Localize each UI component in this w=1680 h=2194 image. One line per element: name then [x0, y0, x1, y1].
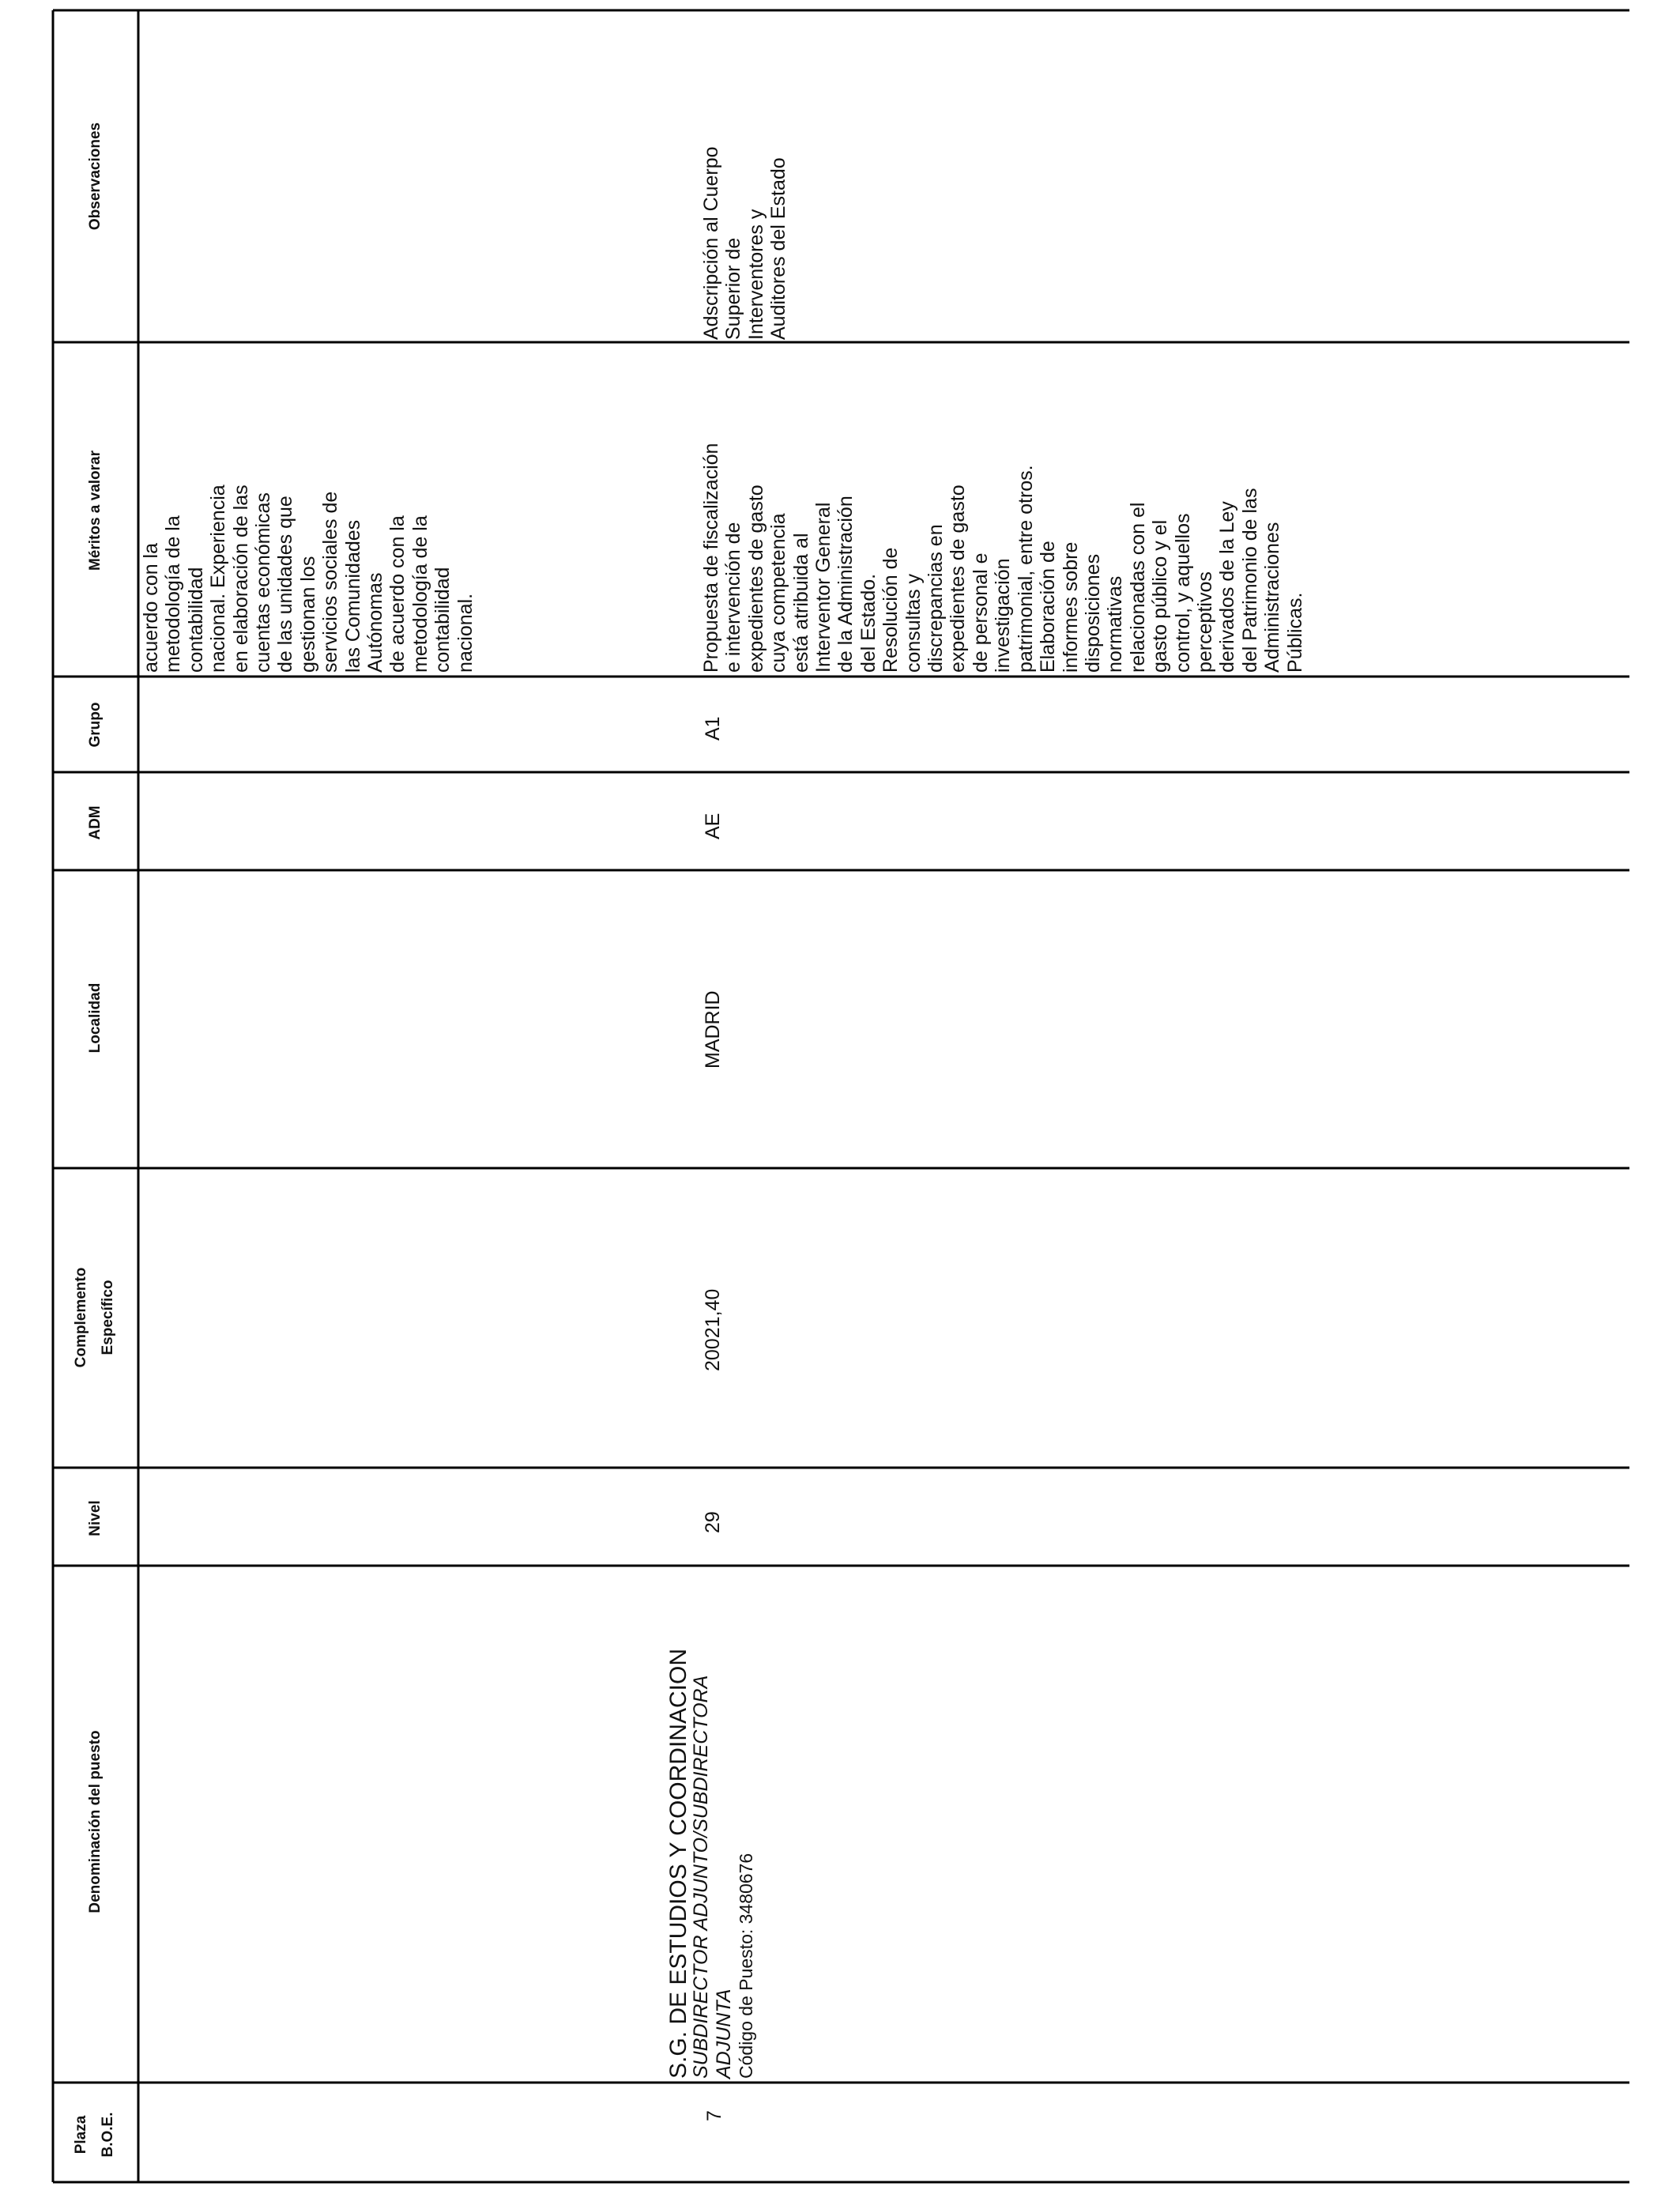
meritos-line: Propuesta de fiscalización	[700, 443, 722, 673]
row-denominacion	[665, 1649, 758, 2079]
meritos-line: informes sobre	[1059, 541, 1082, 673]
meritos-cont-line: de acuerdo con la	[386, 515, 409, 673]
meritos-cont-line: las Comunidades	[341, 519, 364, 673]
meritos-line: de personal e	[969, 552, 992, 673]
meritos-line: normativas	[1104, 575, 1127, 673]
meritos-cont-line: nacional.	[454, 593, 477, 673]
meritos-cont-line: metodología de la	[162, 515, 185, 673]
row-nivel: 29	[702, 1511, 724, 1533]
meritos-line: relacionadas con el	[1126, 502, 1149, 673]
header-complemento	[68, 1175, 122, 1460]
meritos-cont-line: cuentas económicas	[252, 492, 275, 673]
row-grupo: A1	[702, 716, 724, 741]
meritos-line: cuya competencia	[767, 513, 790, 673]
row-observaciones	[700, 146, 790, 340]
row-adm: AE	[702, 812, 724, 839]
row-localidad: MADRID	[702, 990, 724, 1069]
meritos-cont-line: de las unidades que	[274, 496, 297, 673]
header-denominacion: Denominación del puesto	[87, 1730, 104, 1913]
observaciones-line: Auditores del Estado	[767, 157, 790, 340]
header-complemento-line1: Complemento	[73, 1267, 89, 1368]
meritos-line: perceptivos	[1193, 571, 1216, 673]
header-adm: ADM	[87, 805, 104, 840]
meritos-cont-line: servicios sociales de	[319, 491, 342, 673]
meritos-line: de la Administración	[834, 496, 857, 673]
codigo-puesto: Código de Puesto: 3480676	[736, 1853, 757, 2079]
header-nivel: Nivel	[87, 1500, 104, 1536]
meritos-line: Elaboración de	[1037, 541, 1060, 673]
header-observaciones: Observaciones	[87, 122, 104, 231]
row-complemento: 20021,40	[702, 1288, 724, 1371]
unidad-title: S.G. DE ESTUDIOS Y COORDINACION	[665, 1649, 691, 2079]
meritos-line: Interventor General	[812, 502, 835, 673]
meritos-cont-line: Autónomas	[364, 572, 387, 673]
row-plaza: 7	[703, 2110, 725, 2121]
header-plaza	[68, 2091, 122, 2178]
meritos-line: Resolución de	[880, 547, 902, 673]
observaciones-line: Interventores y	[744, 209, 767, 340]
meritos-cont-line: metodología de la	[409, 515, 431, 673]
header-meritos: Méritos a valorar	[87, 450, 104, 571]
meritos-continuation	[140, 484, 477, 673]
meritos-line: consultas y	[902, 573, 925, 673]
meritos-line: del Estado.	[857, 573, 880, 673]
meritos-line: Administraciones	[1261, 522, 1284, 673]
meritos-cont-line: contabilidad	[431, 567, 454, 673]
header-complemento-line2: Específico	[100, 1280, 116, 1355]
header-grupo: Grupo	[87, 702, 104, 748]
meritos-cont-line: contabilidad	[184, 567, 207, 673]
meritos-cont-line: acuerdo con la	[140, 542, 162, 673]
meritos-cont-line: nacional. Experiencia	[207, 484, 230, 673]
meritos-line: gasto público y el	[1149, 519, 1172, 673]
header-localidad: Localidad	[87, 982, 104, 1054]
meritos-line: investigación	[992, 558, 1015, 673]
meritos-line: disposiciones	[1081, 553, 1104, 673]
meritos-line: Públicas.	[1283, 592, 1306, 673]
observaciones-line: Superior de	[722, 237, 745, 340]
meritos-line: discrepancias en	[925, 524, 947, 673]
header-plaza-line1: Plaza	[73, 2115, 89, 2154]
meritos-cont-line: gestionan los	[296, 556, 319, 673]
meritos-line: control, y aquellos	[1171, 513, 1194, 673]
observaciones-line: Adscripción al Cuerpo	[700, 146, 722, 340]
puesto-line: SUBDIRECTOR ADJUNTO/SUBDIRECTORA	[690, 1675, 713, 2079]
meritos-cont-line: en elaboración de las	[229, 484, 252, 673]
meritos-line: del Patrimonio de las	[1238, 488, 1261, 673]
meritos-line: derivados de la Ley	[1216, 501, 1239, 673]
meritos-line: e intervención de	[722, 522, 745, 673]
meritos-line: patrimonial, entre otros.	[1014, 465, 1037, 673]
meritos-line: expedientes de gasto	[947, 484, 970, 673]
puesto-line: ADJUNTA	[712, 1989, 735, 2079]
meritos-line: expedientes de gasto	[744, 484, 767, 673]
header-plaza-line2: B.O.E.	[100, 2112, 116, 2158]
meritos-line: está atribuida al	[789, 533, 812, 673]
row-meritos	[700, 443, 1306, 673]
